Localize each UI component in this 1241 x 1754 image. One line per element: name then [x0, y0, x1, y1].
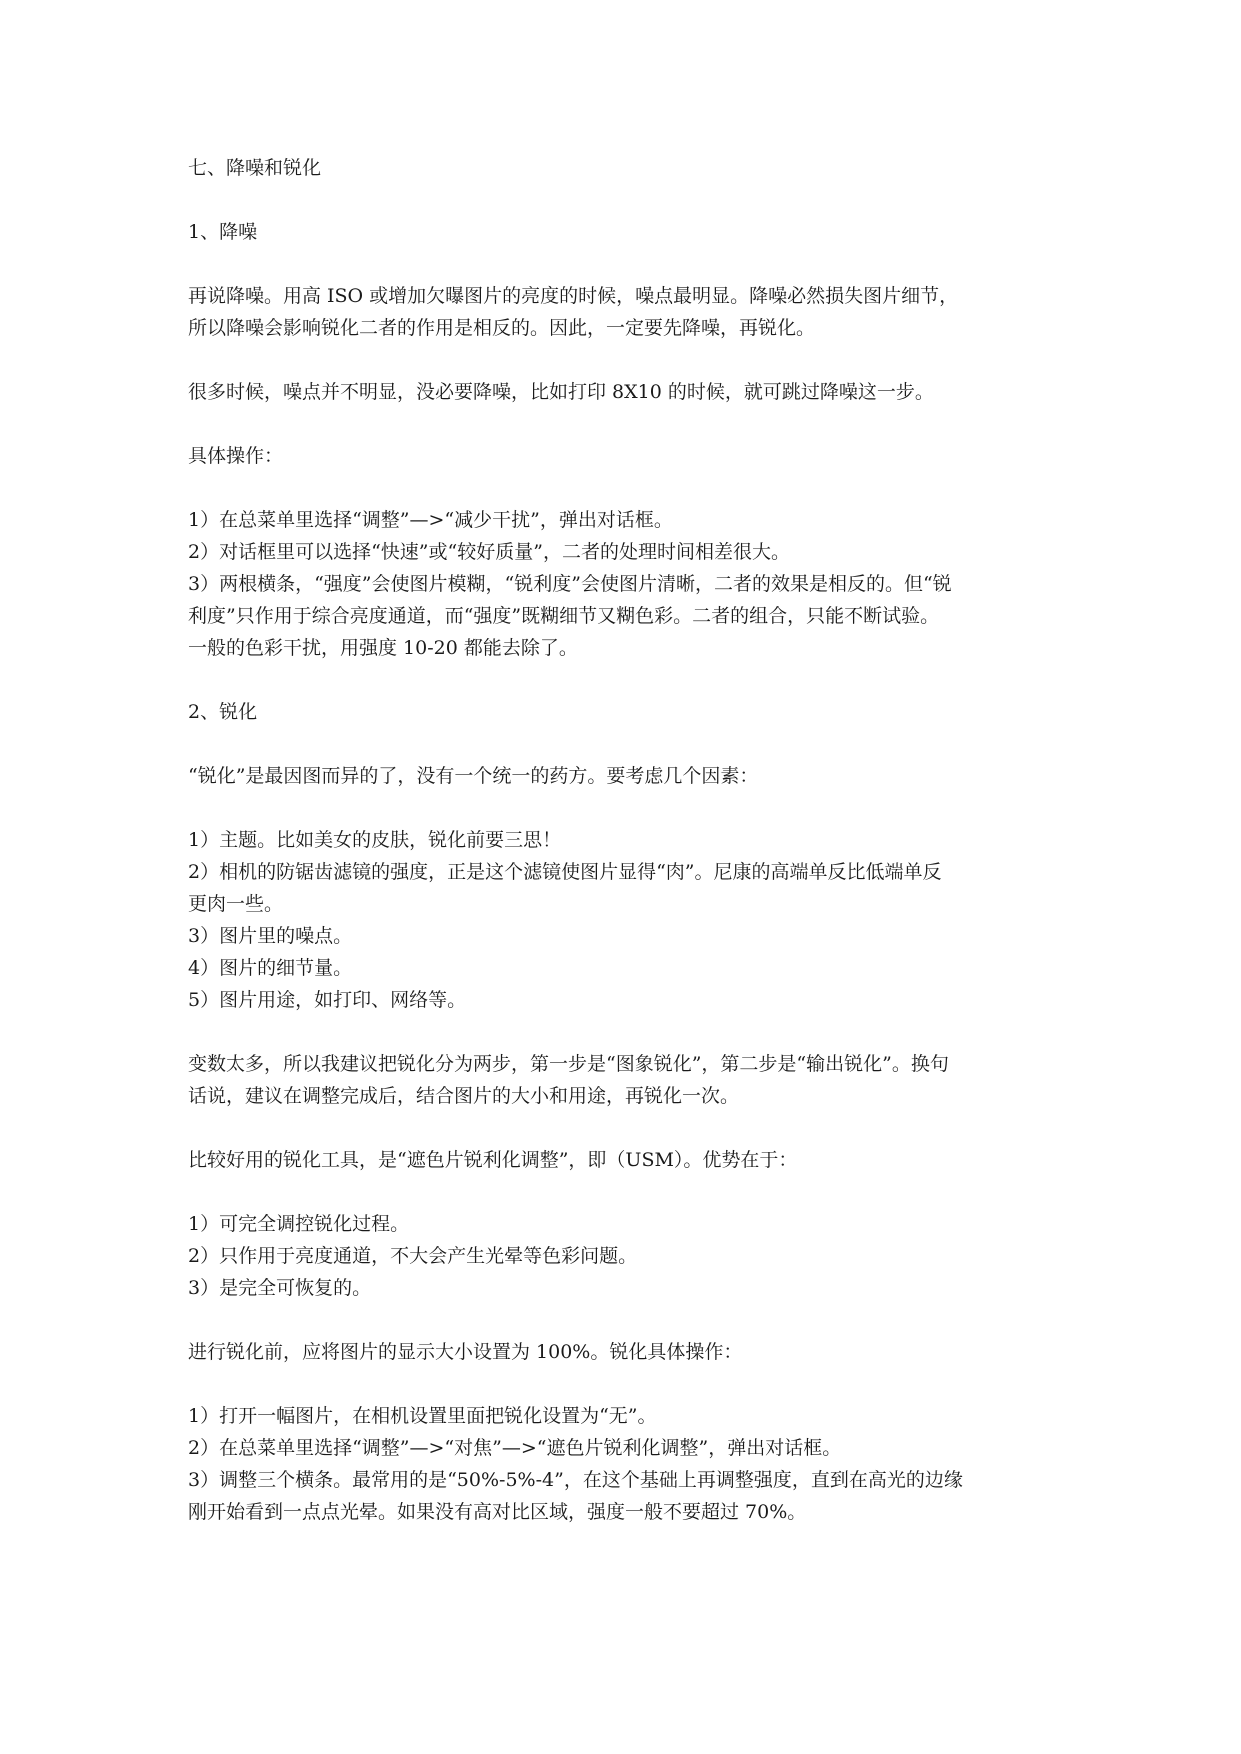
list-item: 1）主题。比如美女的皮肤，锐化前要三思！ [188, 829, 562, 851]
paragraph-line: 话说，建议在调整完成后，结合图片的大小和用途，再锐化一次。 [188, 1085, 740, 1107]
usm-advantages-list [188, 1208, 1068, 1304]
spacer [188, 1176, 1068, 1208]
list-item: 2）相机的防锯齿滤镜的强度，正是这个滤镜使图片显得“肉”。尼康的高端单反比低端单反 [188, 861, 942, 883]
denoise-steps-list [188, 504, 1068, 664]
list-item: 3）调整三个横条。最常用的是“50%-5%-4”，在这个基础上再调整强度，直到在高光的边缘 [188, 1469, 963, 1491]
list-item: 更肉一些。 [188, 893, 284, 915]
paragraph-operation-label: 具体操作： [188, 445, 284, 467]
list-item: 一般的色彩干扰，用强度 10-20 都能去除了。 [188, 637, 578, 659]
section-heading-denoise: 1、降噪 [188, 221, 258, 243]
list-item: 1）打开一幅图片，在相机设置里面把锐化设置为“无”。 [188, 1405, 657, 1427]
list-item: 2）在总菜单里选择“调整”—>“对焦”—>“遮色片锐利化调整”，弹出对话框。 [188, 1437, 842, 1459]
list-item: 1）可完全调控锐化过程。 [188, 1213, 410, 1235]
paragraph-two-step-sharpen [188, 1048, 1068, 1112]
paragraph-denoise-intro [188, 280, 1068, 344]
spacer [188, 792, 1068, 824]
spacer [188, 664, 1068, 696]
sharpen-steps-list [188, 1400, 1068, 1528]
list-item: 利度”只作用于综合亮度通道，而“强度”既糊细节又糊色彩。二者的组合，只能不断试验。 [188, 605, 940, 627]
spacer [188, 1368, 1068, 1400]
list-item: 3）是完全可恢复的。 [188, 1277, 372, 1299]
spacer [188, 728, 1068, 760]
spacer [188, 472, 1068, 504]
spacer [188, 184, 1068, 216]
paragraph-before-sharpen: 进行锐化前，应将图片的显示大小设置为 100%。锐化具体操作： [188, 1341, 743, 1363]
document-title: 七、降噪和锐化 [188, 157, 322, 179]
list-item: 1）在总菜单里选择“调整”—>“减少干扰”，弹出对话框。 [188, 509, 673, 531]
list-item: 5）图片用途，如打印、网络等。 [188, 989, 467, 1011]
paragraph-line: 再说降噪。用高 ISO 或增加欠曝图片的亮度的时候，噪点最明显。降噪必然损失图片细节， [188, 285, 959, 307]
paragraph-line: 所以降噪会影响锐化二者的作用是相反的。因此，一定要先降噪，再锐化。 [188, 317, 816, 339]
list-item: 刚开始看到一点点光晕。如果没有高对比区域，强度一般不要超过 70%。 [188, 1501, 807, 1523]
spacer [188, 1112, 1068, 1144]
list-item: 3）图片里的噪点。 [188, 925, 353, 947]
paragraph-skip-denoise: 很多时候，噪点并不明显，没必要降噪，比如打印 8X10 的时候，就可跳过降噪这一步。 [188, 381, 934, 403]
spacer [188, 408, 1068, 440]
paragraph-usm-tool: 比较好用的锐化工具，是“遮色片锐利化调整”，即（USM）。优势在于： [188, 1149, 798, 1171]
document-page [188, 152, 1068, 1528]
list-item: 3）两根横条，“强度”会使图片模糊，“锐利度”会使图片清晰，二者的效果是相反的。但“锐 [188, 573, 952, 595]
paragraph-sharpen-intro: “锐化”是最因图而异的了，没有一个统一的药方。要考虑几个因素： [188, 765, 759, 787]
spacer [188, 248, 1068, 280]
paragraph-line: 变数太多，所以我建议把锐化分为两步，第一步是“图象锐化”，第二步是“输出锐化”。换句 [188, 1053, 949, 1075]
spacer [188, 1016, 1068, 1048]
spacer [188, 1304, 1068, 1336]
list-item: 2）对话框里可以选择“快速”或“较好质量”，二者的处理时间相差很大。 [188, 541, 790, 563]
section-heading-sharpen: 2、锐化 [188, 701, 258, 723]
spacer [188, 344, 1068, 376]
list-item: 2）只作用于亮度通道，不大会产生光晕等色彩问题。 [188, 1245, 638, 1267]
sharpen-factors-list [188, 824, 1068, 1016]
list-item: 4）图片的细节量。 [188, 957, 353, 979]
